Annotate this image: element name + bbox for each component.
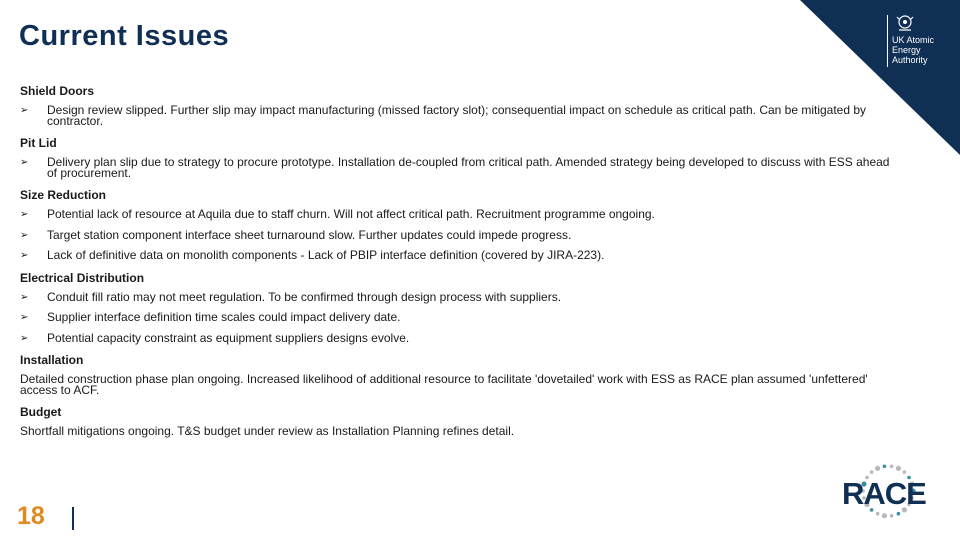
paragraph-text: Detailed construction phase plan ongoing. Increased likelihood of additional resource to facilitate 'dovetailed' work with ESS as RACE plan assumed 'unfettered' access to ACF.: [20, 372, 868, 397]
logo-dot: [897, 512, 901, 516]
paragraph-text: Shortfall mitigations ongoing. T&S budget under review as Installation Planning refines detail.: [20, 424, 515, 438]
ukaea-logo: [890, 13, 940, 71]
section-heading: Size Reduction: [20, 188, 107, 202]
page-title: Current Issues: [19, 20, 230, 52]
logo-dot: [876, 512, 880, 516]
bullet-item: [20, 105, 890, 126]
page-number: 18: [17, 502, 45, 530]
bullet-text: Target station component interface sheet turnaround slow. Further updates could impede progress.: [47, 227, 572, 242]
arrow-bullet-icon: ➢: [20, 209, 29, 220]
arrow-bullet-icon: ➢: [20, 312, 29, 323]
logo-line: Authority: [892, 55, 928, 65]
section-heading: Electrical Distribution: [20, 270, 145, 285]
bullet-text: Potential lack of resource at Aquila due to staff churn. Will not affect critical path. Recruitment programme ongoing.: [47, 207, 655, 221]
bullet-item: [20, 330, 890, 345]
race-logo-text: RACE: [842, 476, 926, 511]
logo-dot: [875, 466, 880, 471]
section-heading: Installation: [20, 353, 84, 367]
logo-dot: [903, 470, 907, 474]
arrow-bullet-icon: ➢: [20, 105, 29, 116]
logo-dot: [883, 465, 887, 469]
arrow-bullet-icon: ➢: [20, 229, 29, 241]
bullet-item: [20, 209, 890, 220]
bullet-text: Lack of definitive data on monolith components - Lack of PBIP interface definition (covered by JIRA-223).: [47, 248, 605, 262]
logo-dot: [896, 466, 901, 471]
logo-dot: [890, 465, 894, 469]
logo-line: UK Atomic: [892, 35, 935, 45]
bullet-item: [20, 312, 890, 323]
arrow-bullet-icon: ➢: [20, 250, 29, 261]
section-heading: Budget: [20, 405, 62, 419]
issues-content: [20, 84, 890, 447]
section-heading: Pit Lid: [20, 136, 57, 150]
bullet-item: [20, 250, 890, 261]
crest-icon: [894, 13, 916, 33]
logo-dot: [882, 513, 887, 518]
bullet-text: Delivery plan slip due to strategy to procure prototype. Installation de-coupled from critical path. Amended strategy being developed to discuss with ESS ahead of procurement.: [47, 155, 890, 180]
logo-dot: [890, 514, 894, 518]
bullet-item: [20, 289, 890, 304]
bullet-text: Design review slipped. Further slip may impact manufacturing (missed factory slot); consequential impact on schedule as critical path. Can be mitigated by contractor.: [47, 103, 867, 128]
bullet-item: [20, 227, 890, 242]
arrow-bullet-icon: ➢: [20, 157, 29, 168]
bullet-text: Potential capacity constraint as equipment suppliers designs evolve.: [47, 330, 410, 345]
logo-text: [892, 35, 934, 65]
bullet-text: Supplier interface definition time scales could impact delivery date.: [47, 310, 401, 324]
race-logo: [838, 463, 938, 521]
logo-dot: [870, 470, 874, 474]
section-heading: Shield Doors: [20, 84, 95, 98]
arrow-bullet-icon: ➢: [20, 332, 29, 344]
bullet-item: [20, 157, 890, 178]
logo-divider: [887, 15, 888, 67]
arrow-bullet-icon: ➢: [20, 291, 29, 303]
bullet-text: Conduit fill ratio may not meet regulation. To be confirmed through design process with suppliers.: [47, 289, 562, 304]
logo-line: Energy: [892, 45, 921, 55]
footer-divider: [72, 507, 74, 530]
